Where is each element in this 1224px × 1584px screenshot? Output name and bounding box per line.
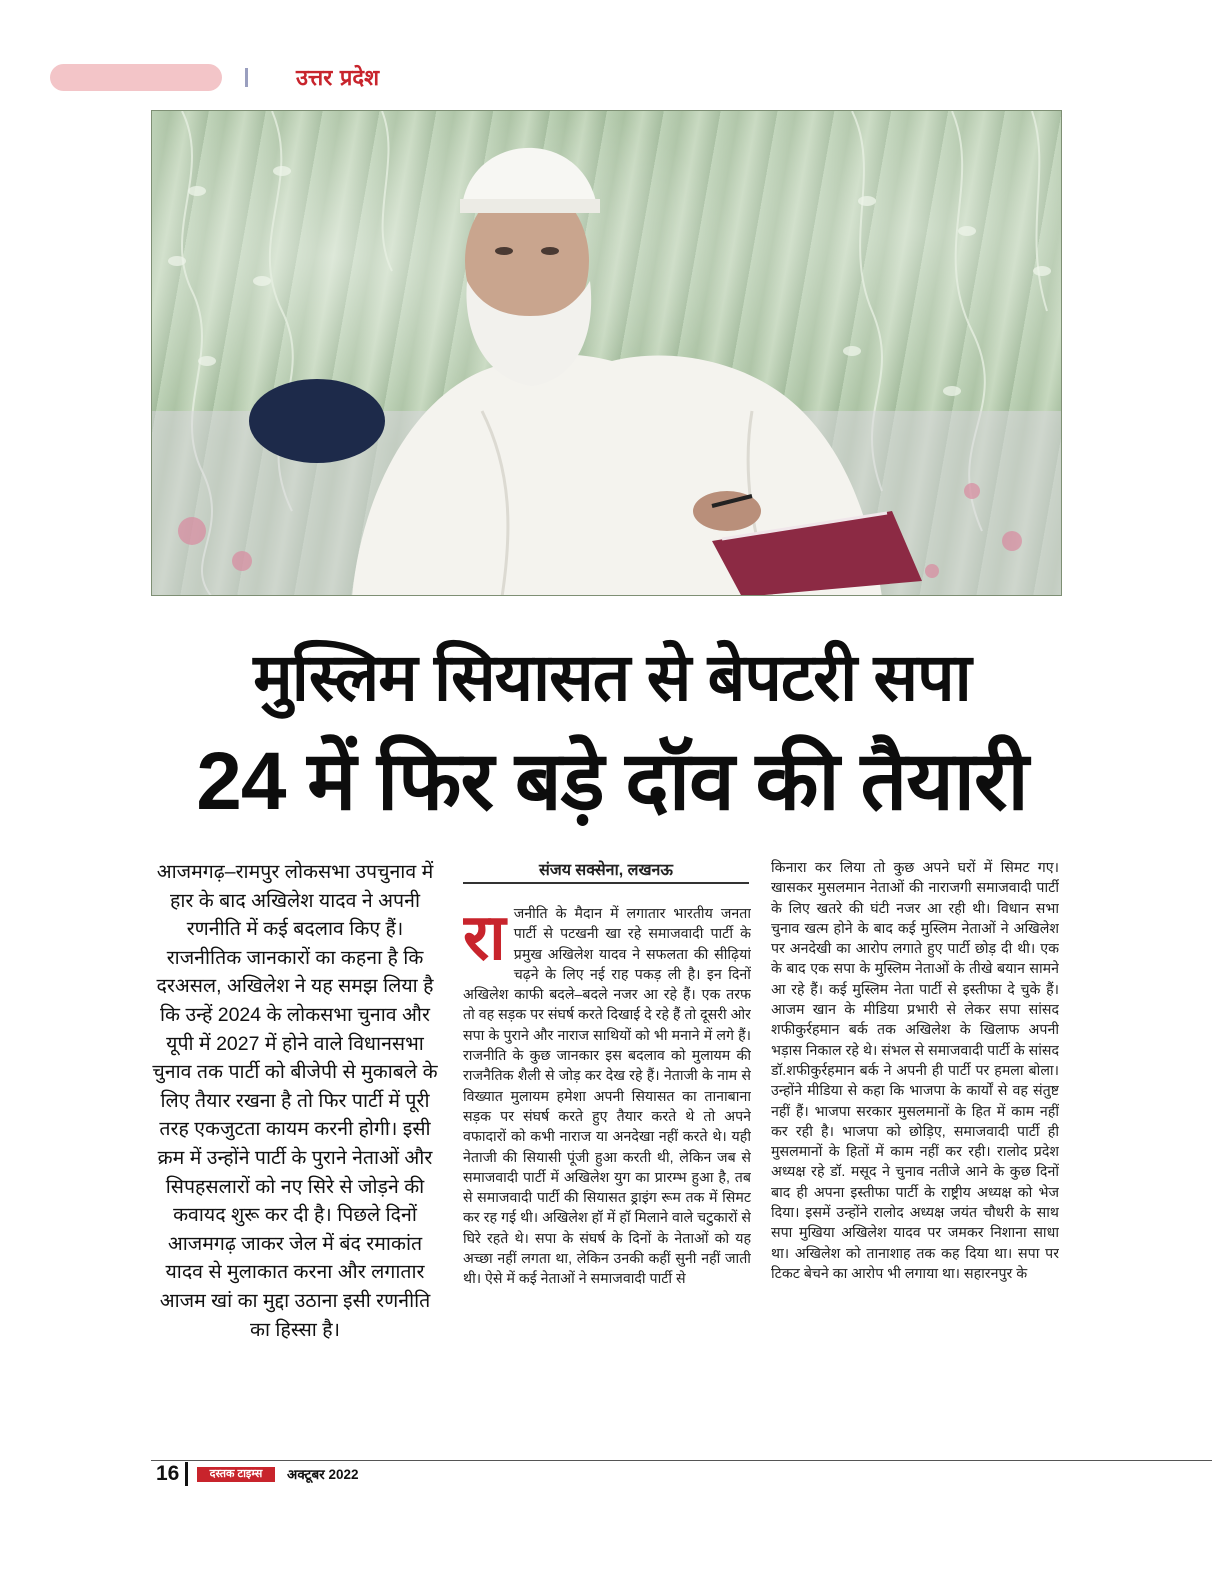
article-column-3 — [771, 858, 1059, 1444]
footer-rule — [151, 1460, 1212, 1461]
lead-photo-illustration — [152, 111, 1062, 596]
byline: संजय सक्सेना, लखनऊ — [539, 862, 673, 879]
issue-date: अक्टूबर 2022 — [287, 1467, 359, 1482]
section-label: उत्तर प्रदेश — [296, 65, 380, 91]
section-separator — [245, 68, 248, 87]
article-column-2-text: जनीति के मैदान में लगातार भारतीय जनता पार्टी से पटखनी खा रहे समाजवादी पार्टी के प्रमुख अखिलेश यादव ने सफलता की सीढ़ियां चढ़ने के लिए नई राह पकड़ ली है। इन दिनों अखिलेश काफी बदले–बदले नजर आ रहे हैं। एक तरफ तो वह सड़क पर संघर्ष करते दिखाई दे रहे हैं तो दूसरी ओर सपा के पुराने और नाराज साथियों को भी मनाने में लगे हैं। राजनीति के कुछ जानकार इस बदलाव को मुलायम की राजनैतिक शैली से जोड़ कर देख रहे हैं। नेताजी के नाम से विख्यात मुलायम हमेशा अपनी सियासत का तानाबाना सड़क पर संघर्ष करते हुए तैयार करते थे तो अपने वफादारों को कभी नाराज या अनदेखा नहीं करते थे। यही नेताजी की सियासी पूंजी हुआ करती थी, लेकिन जब से समाजवादी पार्टी में अखिलेश युग का प्रारम्भ हुआ है, तब से समाजवादी पार्टी की सियासत ड्राइंग रूम तक में सिमट कर रह गई थी। अखिलेश हॉ में हॉ मिलाने वाले चटुकारों से घिरे रहते थे। सपा के संघर्ष के दिनों के नेताओं को यह अच्छा नहीं लगता था, लेकिन उनकी कहीं सुनी नहीं जाती थी। ऐसे में कई नेताओं ने समाजवादी पार्टी से — [463, 906, 751, 1288]
byline-rule — [463, 882, 749, 884]
section-pill — [50, 64, 222, 91]
article-column-3-text: किनारा कर लिया तो कुछ अपने घरों में सिमट गए। खासकर मुसलमान नेताओं की नाराजगी समाजवादी पार्टी के लिए खतरे की घंटी नजर आ रही थी। विधान सभा चुनाव खत्म होने के बाद कई मुस्लिम नेताओं ने अखिलेश पर अनदेखी का आरोप लगाते हुए पार्टी छोड़ दी थी। एक के बाद एक सपा के मुस्लिम नेताओं के तीखे बयान सामने आ रहे हैं। कई मुस्लिम नेता पार्टी से इस्तीफा दे चुके हैं। आजम खान के मीडिया प्रभारी से लेकर सपा सांसद शफीकुर्रहमान बर्क तक अखिलेश के खिलाफ अपनी भड़ास निकाल रहे थे। संभल से समाजवादी पार्टी के सांसद डॉ.शफीकुर्रहमान बर्क ने अपनी ही पार्टी पर हमला बोला। उन्होंने मीडिया से कहा कि भाजपा के कार्यों से वह संतुष्ट नहीं हैं। भाजपा सरकार मुसलमानों के हित में काम नहीं कर रही है। भाजपा को छोड़िए, समाजवादी पार्टी ही मुसलमानों के हितों में काम नहीं कर रही। रालोद प्रदेश अध्यक्ष रहे डॉ. मसूद ने चुनाव नतीजे आने के कुछ दिनों बाद ही अपना इस्तीफा पार्टी के राष्ट्रीय अध्यक्ष को भेज दिया। इसमें उन्होंने रालोद अध्यक्ष जयंत चौधरी के साथ सपा मुखिया अखिलेश यादव पर जमकर निशाना साधा था। अखिलेश को तानाशाह तक कह दिया था। सपा पर टिकट बेचने का आरोप भी लगाया था। सहारनपुर के — [771, 860, 1059, 1282]
headline-line-1: मुस्लिम सियासत से बेपटरी सपा — [253, 640, 971, 714]
magazine-logo: दस्तक टाइम्स — [197, 1467, 275, 1482]
lead-photo — [151, 110, 1062, 596]
footer-separator — [185, 1462, 188, 1486]
intro-text: आजमगढ़–रामपुर लोकसभा उपचुनाव में हार के बाद अखिलेश यादव ने अपनी रणनीति में कई बदलाव किए हैं। राजनीतिक जानकारों का कहना है कि दरअसल, अखिलेश ने यह समझ लिया है कि उन्हें 2024 के लोकसभा चुनाव और यूपी में 2027 में होने वाले विधानसभा चुनाव तक पार्टी को बीजेपी से मुकाबले के लिए तैयार रखना है तो फिर पार्टी में पूरी तरह एकजुटता कायम करनी होगी। इसी क्रम में उन्होंने पार्टी के पुराने नेताओं और सिपहसलारों को नए सिरे से जोड़ने की कवायद शुरू कर दी है। पिछले दिनों आजमगढ़ जाकर जेल में बंद रमाकांत यादव से मुलाकात करना और लगातार आजम खां का मुद्दा उठाना इसी रणनीति का हिस्सा है। — [152, 861, 438, 1341]
drop-cap: रा — [463, 904, 506, 973]
headline-line-2: 24 में फिर बड़े दॉव की तैयारी — [196, 736, 1028, 827]
page-number: 16 — [156, 1462, 180, 1485]
article-column-2 — [463, 904, 751, 1444]
